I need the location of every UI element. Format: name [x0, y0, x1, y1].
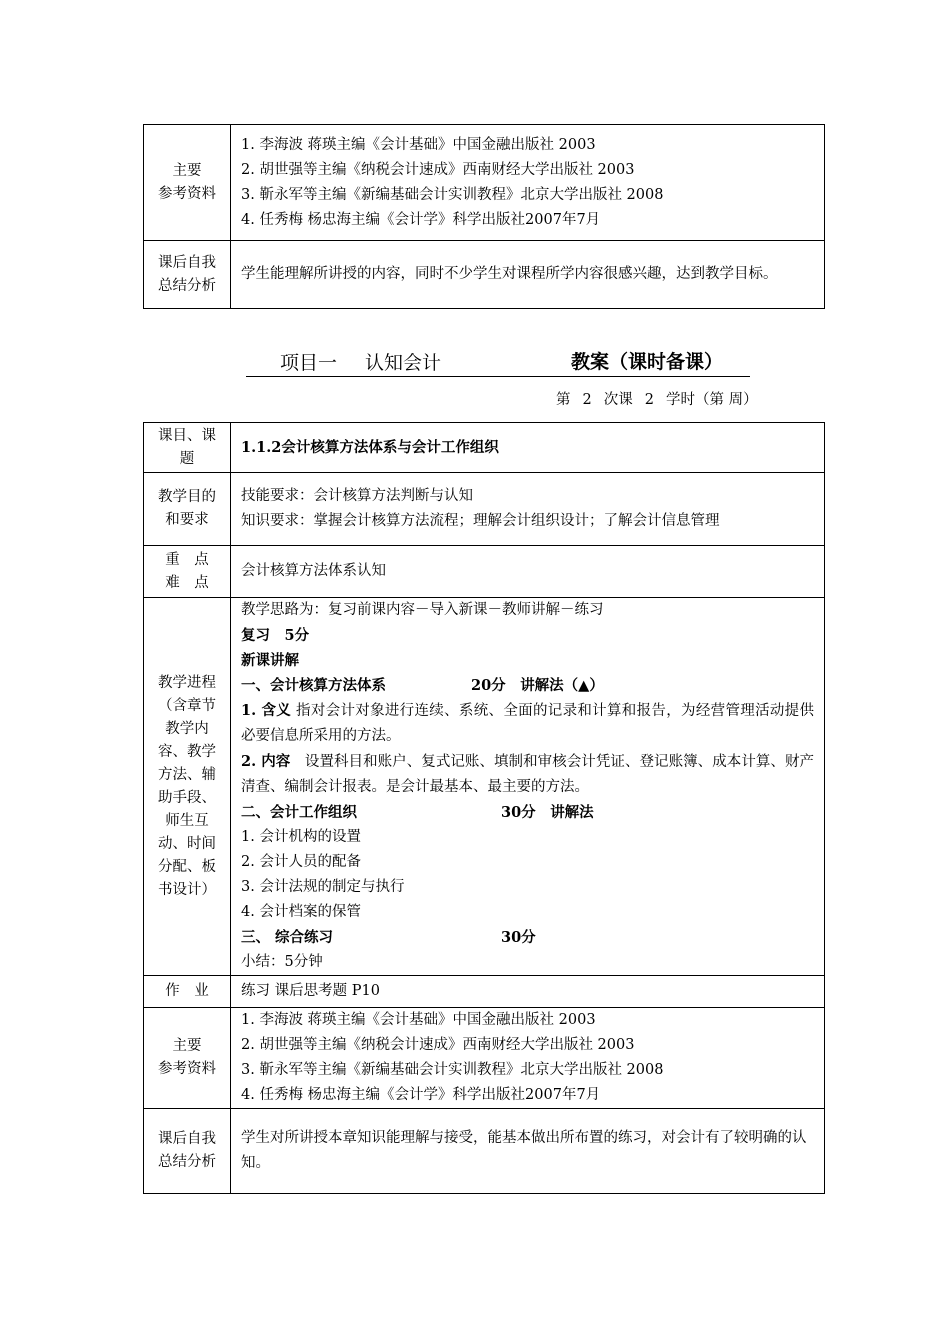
reference-item: 2. 胡世强等主编《纳税会计速成》西南财经大学出版社 2003	[241, 161, 635, 178]
list-item: 3. 会计法规的制定与执行	[241, 879, 405, 895]
self-summary-text: 学生能理解所讲授的内容，同时不少学生对课程所学内容很感兴趣，达到教学目标。	[231, 241, 825, 309]
content-paragraph: 2. 内容 设置科目和账户、复式记账、填制和审核会计凭证、登记账簿、成本计算、财产清查、编制会计报表。是会计最基本、最主要的方法。	[241, 753, 815, 795]
reference-item: 3. 靳永军等主编《新编基础会计实训教程》北京大学出版社 2008	[241, 186, 664, 203]
reference-item: 3. 靳永军等主编《新编基础会计实训教程》北京大学出版社 2008	[241, 1062, 664, 1078]
goals-text: 技能要求：会计核算方法判断与认知 知识要求：掌握会计核算方法流程；理解会计组织设计；了解会计信息管理	[231, 473, 825, 546]
homework-label: 作 业	[144, 976, 231, 1008]
goals-label: 教学目的 和要求	[144, 473, 231, 546]
references-list	[231, 125, 825, 241]
homework-text: 练习 课后思考题 P10	[231, 976, 825, 1008]
references-list	[231, 1008, 825, 1109]
session-info: 第 2 次课 2 学时（第 周）	[556, 392, 758, 408]
reference-item: 1. 李海波 蒋瑛主编《会计基础》中国金融出版社 2003	[241, 1012, 596, 1028]
section-2-heading: 二、会计工作组织 30分 讲解法	[241, 804, 594, 821]
section-3-heading: 三、 综合练习 30分	[241, 929, 536, 946]
reference-item: 1. 李海波 蒋瑛主编《会计基础》中国金融出版社 2003	[241, 136, 596, 153]
list-item: 1. 会计机构的设置	[241, 829, 361, 845]
process-label: 教学进程 （含章节 教学内 容、教学 方法、辅 助手段、 师生互 动、时间 分配、板 书设计）	[144, 598, 231, 976]
topic-label: 课目、课 题	[144, 423, 231, 473]
section-1-heading: 一、会计核算方法体系 20分 讲解法（▲）	[241, 677, 604, 694]
plan-title: 教案（课时备课）	[571, 351, 724, 373]
wrap-up: 小结：5分钟	[241, 954, 323, 970]
key-points-text: 会计核算方法体系认知	[231, 546, 825, 598]
topic-text: 1.1.2会计核算方法体系与会计工作组织	[231, 423, 825, 473]
lesson-plan-heading	[246, 346, 750, 377]
self-summary-text: 学生对所讲授本章知识能理解与接受，能基本做出所布置的练习，对会计有了较明确的认知。	[231, 1109, 825, 1194]
list-item: 2. 会计人员的配备	[241, 854, 361, 870]
definition-paragraph: 1. 含义 指对会计对象进行连续、系统、全面的记录和计算和报告，为经营管理活动提供必要信息所采用的方法。	[241, 702, 814, 744]
lesson-plan-table	[143, 422, 825, 1194]
process-content: 教学思路为：复习前课内容－导入新课－教师讲解－练习 复习 5分 新课讲解 一、会计核算方法体系 20分 讲解法（▲） 1. 含义 指对会计对象进行连续、系统、全面的记录和计算和报告，为经营管理活动提供必要信息所采用的方法。 2. 内容 设置科目和账户、复式记账、填制和审核会计凭证、登记账簿、成本计算、财产清查、编制会计报表。是会计最基本、最主要的方法。 二、会计工作组织 30分 讲解法 1. 会计机构的设置 2. 会计人员的配备 3. 会计法规的制定与执行 4. 会计档案的保管 三、 综合练习 30分 小结：5分钟	[231, 598, 825, 976]
references-label: 主要 参考资料	[144, 1008, 231, 1109]
self-summary-label: 课后自我 总结分析	[144, 241, 231, 309]
previous-lesson-table	[143, 124, 825, 309]
self-summary-label: 课后自我 总结分析	[144, 1109, 231, 1194]
project-title: 项目一 认知会计	[280, 352, 442, 374]
reference-item: 4. 任秀梅 杨忠海主编《会计学》科学出版社2007年7月	[241, 1087, 601, 1103]
reference-item: 2. 胡世强等主编《纳税会计速成》西南财经大学出版社 2003	[241, 1037, 635, 1053]
references-label: 主要 参考资料	[144, 125, 231, 241]
list-item: 4. 会计档案的保管	[241, 904, 361, 920]
reference-item: 4. 任秀梅 杨忠海主编《会计学》科学出版社2007年7月	[241, 211, 601, 228]
key-points-label: 重 点 难 点	[144, 546, 231, 598]
